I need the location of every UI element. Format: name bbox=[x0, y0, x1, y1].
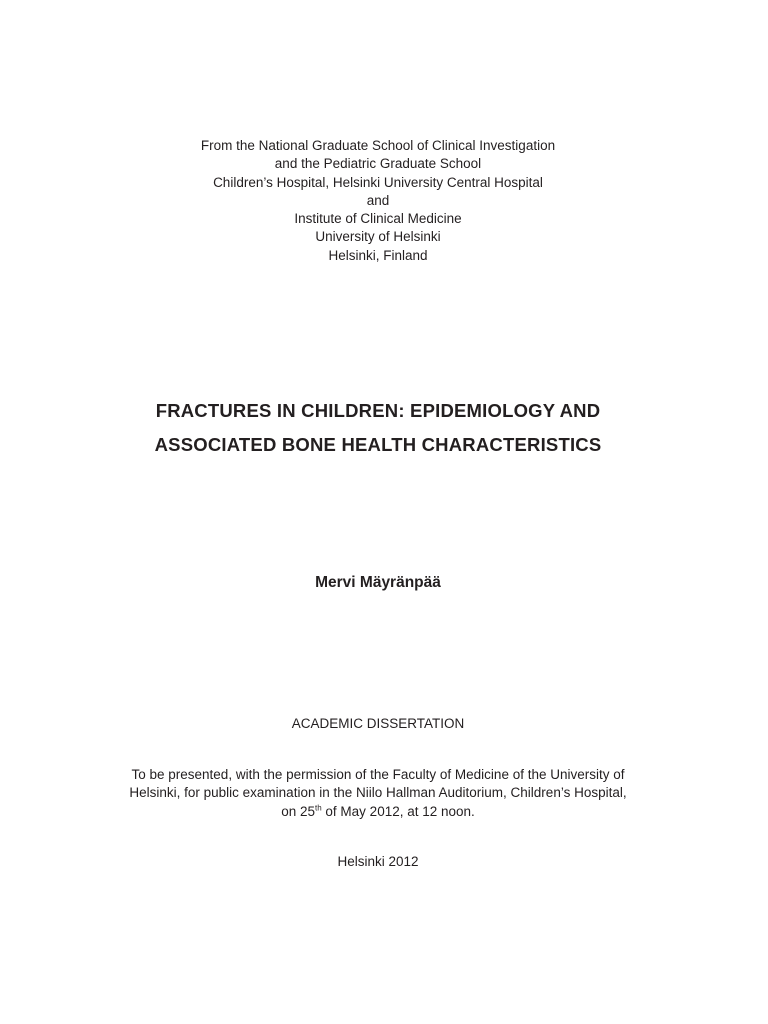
title-line-1: FRACTURES IN CHILDREN: EPIDEMIOLOGY AND bbox=[155, 400, 601, 421]
affiliation-line: Institute of Clinical Medicine bbox=[294, 211, 462, 227]
affiliation-block bbox=[0, 137, 756, 265]
affiliation-line: Children’s Hospital, Helsinki University Central Hospital bbox=[213, 174, 543, 190]
place-year: Helsinki 2012 bbox=[337, 854, 419, 869]
affiliation-line: Helsinki, Finland bbox=[328, 247, 428, 263]
affiliation-line: From the National Graduate School of Clinical Investigation bbox=[200, 138, 556, 153]
affiliation-line: University of Helsinki bbox=[315, 229, 441, 245]
dissertation-label: ACADEMIC DISSERTATION bbox=[291, 716, 465, 731]
date-suffix: of May 2012, at 12 noon. bbox=[321, 803, 475, 819]
presentation-statement bbox=[0, 766, 756, 821]
date-ordinal-suffix: th bbox=[315, 803, 322, 813]
affiliation-line: and bbox=[366, 192, 390, 208]
author-name: Mervi Mäyränpää bbox=[315, 574, 441, 591]
presentation-line-2: Helsinki, for public examination in the Niilo Hallman Auditorium, Children’s Hospital, bbox=[129, 785, 627, 801]
presentation-line-3 bbox=[0, 803, 756, 821]
dissertation-title bbox=[0, 394, 756, 462]
title-line-2: ASSOCIATED BONE HEALTH CHARACTERISTICS bbox=[154, 434, 602, 455]
date-prefix: on 25 bbox=[281, 803, 315, 819]
affiliation-line: and the Pediatric Graduate School bbox=[274, 156, 482, 172]
presentation-line-1: To be presented, with the permission of the Faculty of Medicine of the University of bbox=[131, 767, 625, 782]
